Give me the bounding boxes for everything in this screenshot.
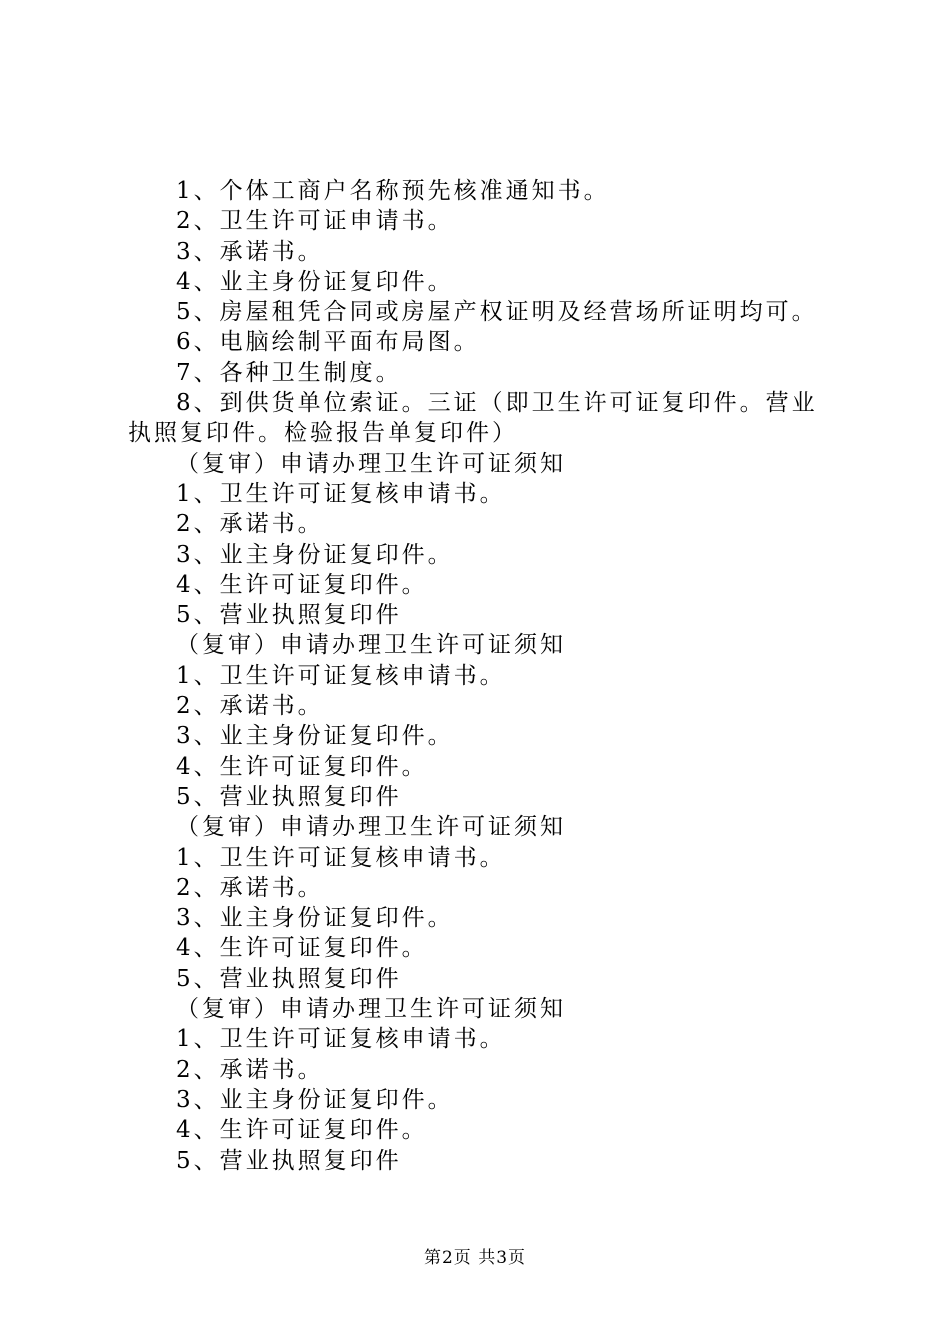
list-item: 4、生许可证复印件。 bbox=[176, 1117, 428, 1144]
list-item: 4、业主身份证复印件。 bbox=[176, 268, 454, 295]
list-item: 6、电脑绘制平面布局图。 bbox=[176, 329, 480, 356]
list-item: 1、个体工商户名称预先核准通知书。 bbox=[176, 178, 610, 204]
list-item: 2、承诺书。 bbox=[176, 511, 324, 538]
list-item: 4、生许可证复印件。 bbox=[176, 935, 428, 962]
list-item: 2、承诺书。 bbox=[176, 693, 324, 720]
list-item: 4、生许可证复印件。 bbox=[176, 753, 428, 780]
list-item: 3、业主身份证复印件。 bbox=[176, 723, 454, 750]
list-item: 4、生许可证复印件。 bbox=[176, 571, 428, 598]
page-number: 第2页 共3页 bbox=[423, 1248, 527, 1268]
list-item: 1、卫生许可证复核申请书。 bbox=[176, 662, 506, 689]
section-heading: （复审）申请办理卫生许可证须知 bbox=[176, 814, 566, 841]
list-item: 5、营业执照复印件 bbox=[176, 783, 402, 810]
list-item: 3、业主身份证复印件。 bbox=[176, 905, 454, 932]
list-item: 3、业主身份证复印件。 bbox=[176, 541, 454, 568]
document-body bbox=[128, 176, 843, 1176]
list-item: 5、营业执照复印件 bbox=[176, 965, 402, 992]
list-item: 2、承诺书。 bbox=[176, 874, 324, 901]
list-item: 2、卫生许可证申请书。 bbox=[176, 208, 454, 235]
section-heading: （复审）申请办理卫生许可证须知 bbox=[176, 450, 566, 477]
section-heading: （复审）申请办理卫生许可证须知 bbox=[176, 632, 566, 659]
list-item: 7、各种卫生制度。 bbox=[176, 359, 402, 386]
list-item: 2、承诺书。 bbox=[176, 1056, 324, 1083]
list-item: 5、营业执照复印件 bbox=[176, 1147, 402, 1174]
list-item: 1、卫生许可证复核申请书。 bbox=[176, 844, 506, 871]
list-item: 1、卫生许可证复核申请书。 bbox=[176, 1026, 506, 1053]
list-item: 5、营业执照复印件 bbox=[176, 602, 402, 629]
list-item: 3、业主身份证复印件。 bbox=[176, 1086, 454, 1113]
list-item: 8、到供货单位索证。三证（即卫生许可证复印件。营业执照复印件。检验报告单复印件） bbox=[128, 390, 818, 447]
list-item: 5、房屋租凭合同或房屋产权证明及经营场所证明均可。 bbox=[176, 299, 818, 326]
list-item: 3、承诺书。 bbox=[176, 238, 324, 265]
list-item: 1、卫生许可证复核申请书。 bbox=[176, 480, 506, 507]
section-heading: （复审）申请办理卫生许可证须知 bbox=[176, 996, 566, 1023]
